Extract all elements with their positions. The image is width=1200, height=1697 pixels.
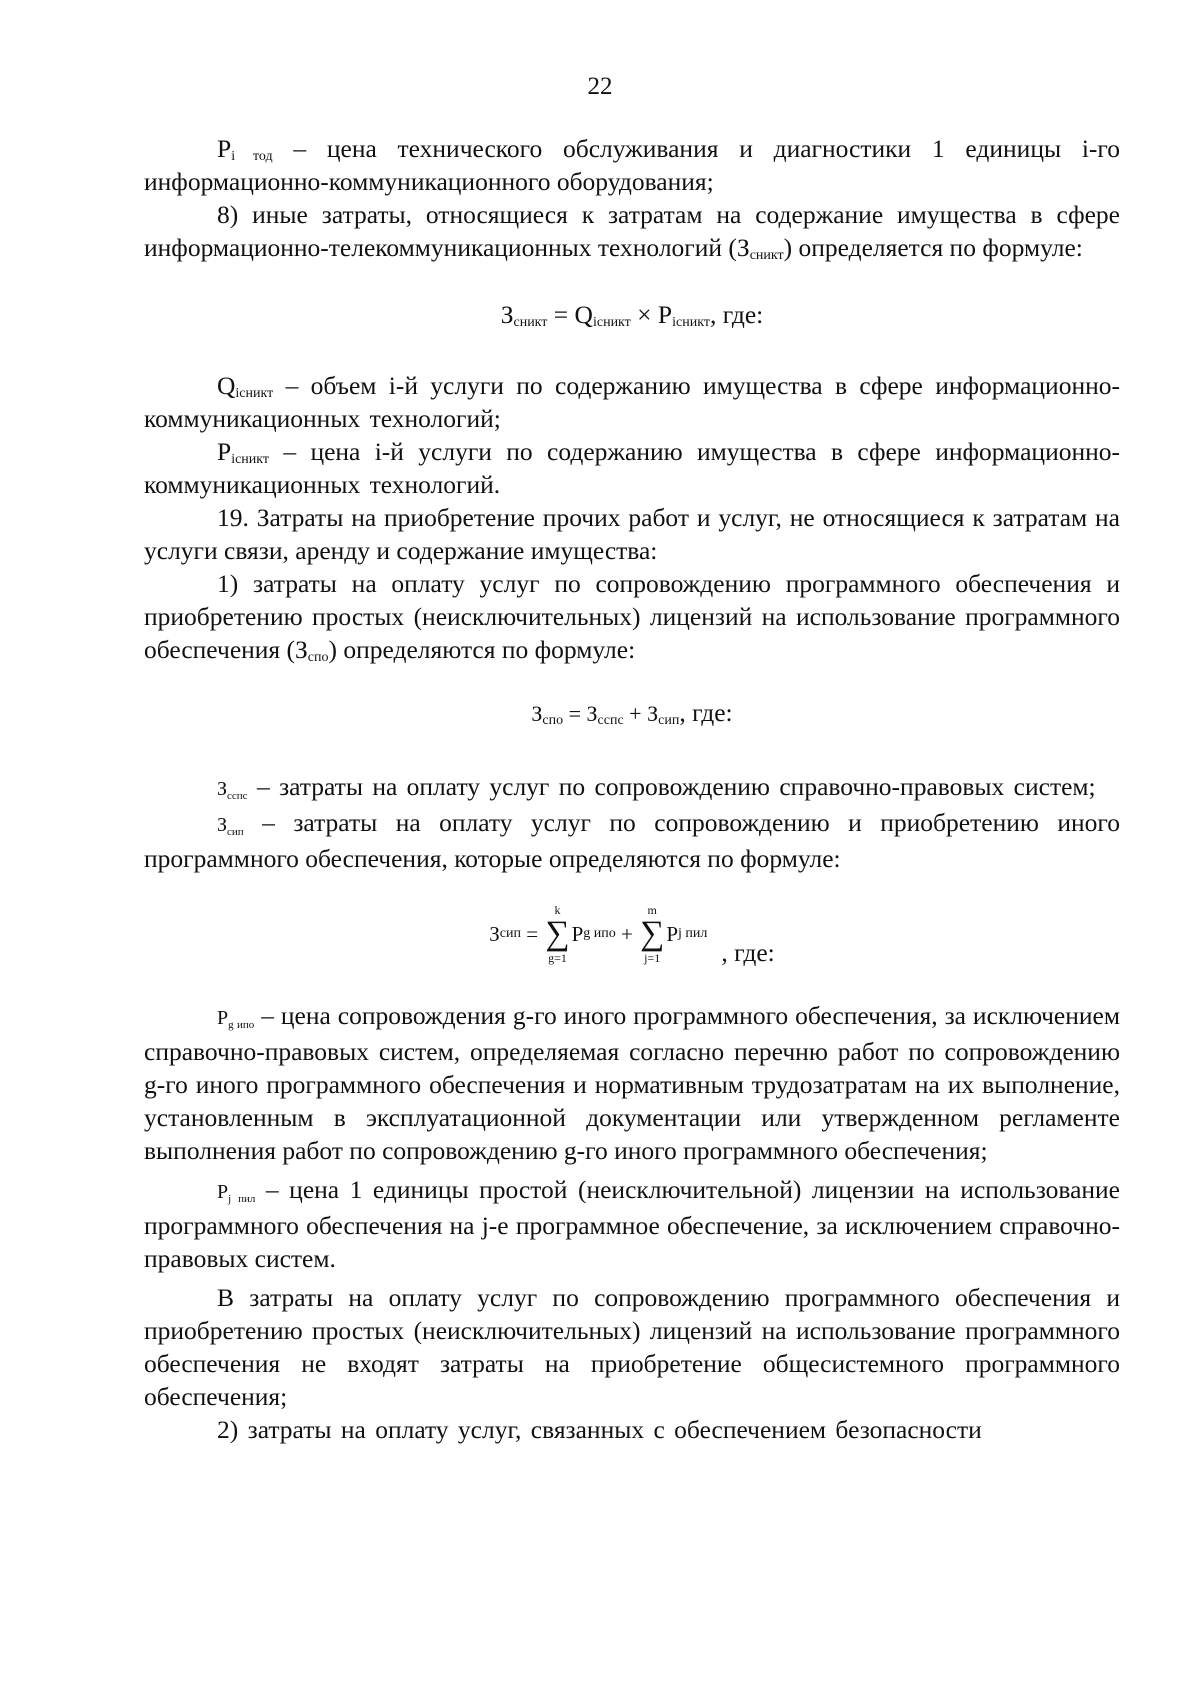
formula-plus: + xyxy=(615,921,639,946)
paragraph-item-8 xyxy=(144,198,1120,264)
formula-a-sub: сспс xyxy=(597,713,624,728)
sum-upper-limit: k xyxy=(554,903,561,917)
formula-lhs: З xyxy=(500,300,514,329)
formula-tail: , где: xyxy=(679,698,733,727)
var-q: Q xyxy=(217,371,236,400)
sum-symbol-g xyxy=(545,903,569,965)
formula-term: P xyxy=(571,921,584,946)
item-8-text-end: ) определяется по формуле: xyxy=(783,233,1083,262)
var-subscript: спо xyxy=(307,650,329,665)
formula-lhs-sub: сникт xyxy=(513,315,548,330)
sigma-icon: ∑ xyxy=(545,915,570,952)
definition-text: – затраты на оплату услуг по сопровождению справочно-правовых систем; xyxy=(247,772,1096,801)
sum-lower-limit: g=1 xyxy=(548,951,567,965)
var-subscript: g ипо xyxy=(228,1019,255,1031)
var-subscript: i тод xyxy=(231,149,273,164)
item-1-text-end: ) определяются по формуле: xyxy=(328,635,636,664)
var-p: P xyxy=(217,1181,229,1203)
var-p: P xyxy=(217,1007,229,1029)
definition-q-snikt xyxy=(144,369,1120,435)
formula-tail: , где: xyxy=(721,937,775,967)
formula-q-sub: iсникт xyxy=(592,315,631,330)
definition-text: – цена i-й услуги по содержанию имущества в сфере информационно-коммуникационных технологий. xyxy=(144,437,1120,499)
formula-eq: = Q xyxy=(547,300,593,329)
page-number: 22 xyxy=(587,73,613,100)
paragraph-exclusion: В затраты на оплату услуг по сопровождению программного обеспечения и приобретению простых (неисключительных) лицензий на использование программного обеспечения не входят затраты на приобретение общесистемного программного обеспечения; xyxy=(144,1283,1120,1411)
definition-text: – цена технического обслуживания и диагностики 1 единицы i-го информационно-коммуникационного оборудования; xyxy=(144,134,1120,196)
definition-text: – цена 1 единицы простой (неисключительной) лицензии на использование программного обеспечения на j-е программное обеспечение, за исключением справочно-правовых систем. xyxy=(144,1175,1120,1273)
formula-lhs: З xyxy=(531,701,543,726)
formula-lhs: З xyxy=(489,921,500,946)
formula-spo xyxy=(144,696,1120,730)
definition-text: – цена сопровождения g-го иного программного обеспечения, за исключением справочно-правовых систем, определяемая согласно перечню работ по сопровождению g-го иного программного обеспечения и нормативным трудозатратам на их выполнение, установленным в эксплуатационной документации или утвержденном регламенте выполнения работ по сопровождению g-го иного программного обеспечения; xyxy=(144,1001,1120,1165)
item-1-text: 1) затраты на оплату услуг по сопровождению программного обеспечения и приобретению простых (неисключительных) лицензий на использование программного обеспечения (З xyxy=(144,569,1120,664)
formula-eq: = xyxy=(520,921,544,946)
formula-sip xyxy=(144,903,1120,965)
var-subscript: iсникт xyxy=(235,386,274,401)
definition-j-pil xyxy=(144,1173,1120,1275)
item-8-text: 8) иные затраты, относящиеся к затратам на содержание имущества в сфере информационно-телекоммуникационных технологий (З xyxy=(144,200,1120,262)
sum-lower-limit: j=1 xyxy=(644,951,661,965)
var-p: P xyxy=(217,437,232,466)
formula-eq: = З xyxy=(563,701,598,726)
definition-text: – затраты на оплату услуг по сопровождению и приобретению иного программного обеспечения, которые определяются по формуле: xyxy=(144,808,1120,873)
paragraph-p-tod xyxy=(144,132,1120,198)
var-z: З xyxy=(217,778,228,800)
var-p: P xyxy=(217,134,232,163)
definition-text: – объем i-й услуги по содержанию имущества в сфере информационно-коммуникационных технологий; xyxy=(144,371,1120,433)
var-subscript: j пил xyxy=(228,1193,256,1205)
sum-upper-limit: m xyxy=(647,903,657,917)
formula-p-sub: iсникт xyxy=(672,315,710,330)
sum-symbol-j xyxy=(640,903,664,965)
definition-p-snikt xyxy=(144,435,1120,501)
formula-sum-expression: З сип = k ∑ g=1 P g ипо + m ∑ j=1 P j пил , где: xyxy=(489,903,775,967)
formula-term: P xyxy=(666,921,679,946)
formula-plus: + З xyxy=(623,701,659,726)
document-body xyxy=(144,132,1120,1446)
var-subscript: iсникт xyxy=(231,452,270,467)
paragraph-item-2: 2) затраты на оплату услуг, связанных с обеспечением безопасности xyxy=(217,1415,982,1444)
definition-sip xyxy=(144,806,1120,875)
var-subscript: сип xyxy=(227,826,244,838)
section-19: 19. Затраты на приобретение прочих работ и услуг, не относящиеся к затратам на услуги связи, аренду и содержание имущества: xyxy=(144,503,1120,565)
formula-snikt xyxy=(144,298,1120,331)
formula-lhs-sub: спо xyxy=(542,713,564,728)
var-subscript: сспс xyxy=(227,790,248,802)
formula-tail: , где: xyxy=(709,300,764,329)
var-z: З xyxy=(217,814,228,836)
definition-sspc xyxy=(144,770,1120,806)
paragraph-item-1 xyxy=(144,567,1120,666)
sigma-icon: ∑ xyxy=(640,915,665,952)
var-subscript: сникт xyxy=(749,248,784,263)
formula-times: × P xyxy=(630,300,673,329)
definition-g-ipo xyxy=(144,999,1120,1167)
formula-b-sub: сип xyxy=(658,713,680,728)
